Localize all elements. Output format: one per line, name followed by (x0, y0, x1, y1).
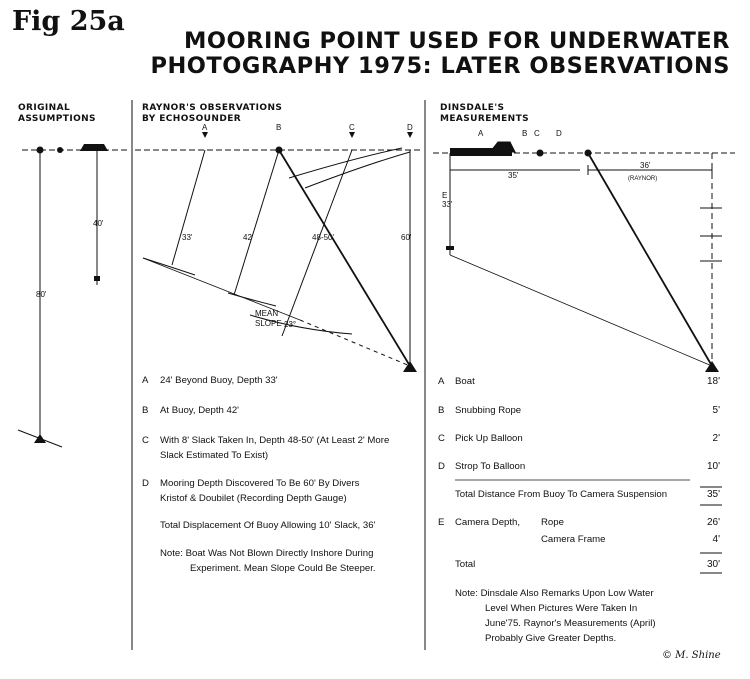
mean-slope-label-1: MEAN (255, 309, 279, 318)
raynor-heading-line: RAYNOR'S OBSERVATIONS (142, 103, 283, 113)
mean-slope-angle: 23° (284, 320, 297, 329)
raynor-point-a: A (202, 123, 208, 132)
seabed-dinsdale (450, 255, 712, 366)
figure-number: Fig 25a (12, 6, 125, 37)
dinsdale-point-e: E (442, 191, 448, 200)
raynor-note-line: Note: Boat Was Not Blown Directly Inshore During (160, 548, 374, 559)
dimension-label-33: 33' (442, 200, 453, 209)
marker-c (349, 132, 355, 138)
camera-frame-label: Camera Frame (541, 534, 606, 545)
camera-rope-label: Rope (541, 517, 564, 528)
raynor-point-d: D (407, 123, 413, 132)
sounding-b (234, 150, 279, 295)
camera-key: E (438, 517, 445, 528)
raynor-depth-c: 48-50' (312, 233, 334, 242)
marker-d (407, 132, 413, 138)
raynor-note-key: D (142, 478, 149, 489)
dinsdale-point-c: C (534, 129, 540, 138)
raynor-depth-b: 42' (243, 233, 254, 242)
balloon-original (57, 147, 63, 153)
dinsdale-heading (440, 103, 529, 125)
camera-original (94, 276, 100, 281)
original-heading (18, 103, 96, 125)
dinsdale-item-value: 18' (706, 376, 720, 387)
sounding-c (282, 150, 352, 336)
total-label: Total (455, 559, 476, 570)
anchor-original (34, 434, 46, 443)
dinsdale-item-key: B (438, 405, 445, 416)
drift-arc-2 (305, 152, 410, 188)
dinsdale-item-label: Snubbing Rope (455, 405, 522, 416)
seabed-arc-a (143, 258, 195, 275)
dinsdale-note-line: Level When Pictures Were Taken In (485, 603, 638, 614)
raynor-note-text: With 8' Slack Taken In, Depth 48-50' (At Least 2' More (160, 435, 390, 446)
title-line-1: MOORING POINT USED FOR UNDERWATER (184, 28, 730, 54)
seabed-arc-b (228, 293, 276, 306)
original-depth-40: 40' (93, 219, 104, 228)
original-depth-80: 80' (36, 290, 47, 299)
dimension-label-raynor: (RAYNOR) (628, 176, 658, 182)
raynor-note-text: At Buoy, Depth 42' (160, 405, 239, 416)
buoy-raynor (276, 147, 283, 154)
mooring-rope-dinsdale (588, 153, 712, 366)
raynor-note-key: C (142, 435, 149, 446)
dinsdale-item-key: A (438, 376, 445, 387)
total-displacement: Total Displacement Of Buoy Allowing 10' Slack, 36' (160, 520, 376, 531)
anchor-raynor (403, 361, 417, 372)
boat-hull (450, 148, 512, 156)
raynor-point-b: B (276, 123, 282, 132)
camera-frame-value: 4' (712, 534, 720, 545)
dinsdale-point-a: A (478, 129, 484, 138)
dinsdale-note-line: June'75. Raynor's Measurements (April) (485, 618, 656, 629)
total-distance-label: Total Distance From Buoy To Camera Suspension (455, 489, 668, 500)
signature: © M. Shine (662, 650, 721, 661)
buoy-original (37, 147, 44, 154)
sounding-a (172, 150, 205, 265)
raynor-note-key: B (142, 405, 149, 416)
title-line-2: PHOTOGRAPHY 1975: LATER OBSERVATIONS (150, 53, 730, 79)
raynor-note-key: A (142, 375, 149, 386)
dinsdale-item-value: 10' (706, 461, 720, 472)
total-distance-value: 35' (706, 489, 720, 500)
dinsdale-heading-line: DINSDALE'S (440, 103, 505, 113)
boat-original (80, 144, 108, 151)
dinsdale-item-label: Pick Up Balloon (455, 433, 523, 444)
raynor-note-text: Mooring Depth Discovered To Be 60' By Divers (160, 478, 360, 489)
balloon-dinsdale (537, 150, 544, 157)
mean-slope-dashed (300, 320, 410, 366)
original-heading-line: ASSUMPTIONS (18, 114, 96, 124)
camera-rope-value: 26' (706, 517, 720, 528)
anchor-dinsdale (705, 361, 719, 372)
original-heading-line: ORIGINAL (18, 103, 71, 113)
dinsdale-heading-line: MEASUREMENTS (440, 114, 529, 124)
raynor-note-text: Slack Estimated To Exist) (160, 450, 269, 461)
dimension-label-36: 36' (640, 161, 651, 170)
dinsdale-item-key: D (438, 461, 445, 472)
dinsdale-item-value: 2' (712, 433, 720, 444)
dinsdale-point-b: B (522, 129, 528, 138)
dimension-label-35: 35' (508, 171, 519, 180)
raynor-depth-d: 60' (401, 233, 412, 242)
dinsdale-item-label: Strop To Balloon (455, 461, 526, 472)
raynor-point-c: C (349, 123, 355, 132)
dinsdale-item-value: 5' (712, 405, 720, 416)
raynor-note-text: Kristof & Doubilet (Recording Depth Gauge) (160, 493, 347, 504)
dinsdale-note-line: Probably Give Greater Depths. (485, 633, 617, 644)
raynor-note-text: 24' Beyond Buoy, Depth 33' (160, 375, 278, 386)
camera-depth-label: Camera Depth, (455, 517, 521, 528)
marker-a (202, 132, 208, 138)
raynor-heading-line: BY ECHOSOUNDER (142, 114, 242, 124)
dinsdale-point-d: D (556, 129, 562, 138)
dinsdale-note-line: Note: Dinsdale Also Remarks Upon Low Water (455, 588, 654, 599)
buoy-dinsdale (585, 150, 592, 157)
mean-slope-label-2: SLOPE (255, 319, 282, 328)
raynor-note-line: Experiment. Mean Slope Could Be Steeper. (190, 563, 376, 574)
raynor-depth-a: 33' (182, 233, 193, 242)
dinsdale-item-key: C (438, 433, 445, 444)
total-value: 30' (706, 559, 720, 570)
camera-dinsdale (446, 246, 454, 250)
raynor-heading (142, 103, 282, 125)
dinsdale-item-label: Boat (455, 376, 475, 387)
